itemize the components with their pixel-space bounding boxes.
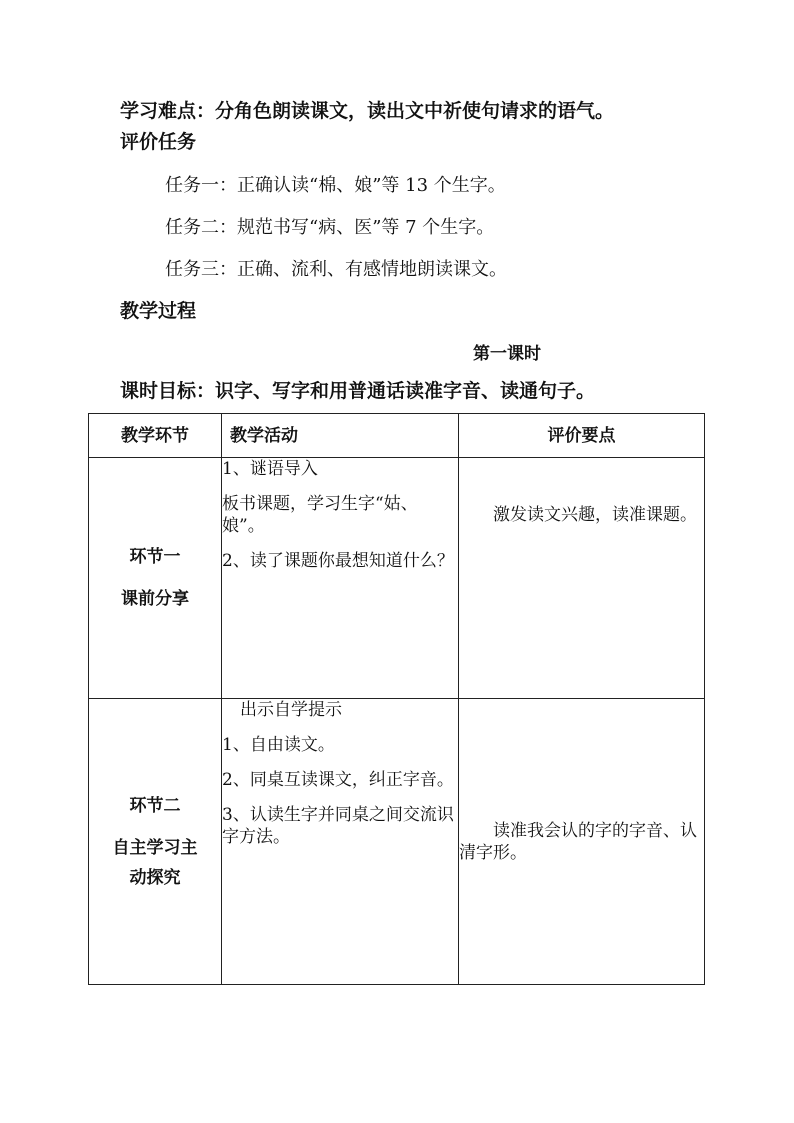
table-row bbox=[89, 458, 705, 699]
task-two: 任务二：规范书写“病、医”等 7 个生字。 bbox=[165, 217, 495, 238]
header-evaluation-label: 评价要点 bbox=[547, 425, 616, 446]
lesson-title: 第一课时 bbox=[473, 344, 541, 364]
activity-item: 1、自由读文。 bbox=[222, 735, 335, 755]
teaching-plan-table bbox=[88, 413, 705, 985]
activity-cell bbox=[222, 458, 459, 699]
activity-item: 1、谜语导入 bbox=[222, 459, 318, 479]
evaluation-cell bbox=[459, 699, 705, 985]
header-activity bbox=[222, 414, 459, 458]
task-three: 任务三：正确、流利、有感情地朗读课文。 bbox=[165, 259, 507, 280]
header-activity-label: 教学活动 bbox=[230, 425, 298, 446]
stage-name-cont: 动探究 bbox=[129, 867, 181, 888]
stage-name: 自主学习主 bbox=[112, 837, 198, 858]
evaluation-text: 读准我会认的字的字音、认清字形。 bbox=[459, 820, 697, 863]
evaluation-cell bbox=[459, 458, 705, 699]
table-header-row bbox=[89, 414, 705, 458]
stage-number: 环节一 bbox=[129, 547, 181, 567]
learning-difficulty: 学习难点：分角色朗读课文，读出文中祈使句请求的语气。 bbox=[120, 100, 615, 122]
stage-number: 环节二 bbox=[129, 795, 181, 816]
stage-cell bbox=[89, 699, 222, 985]
process-heading: 教学过程 bbox=[120, 300, 197, 322]
header-stage-label: 教学环节 bbox=[121, 425, 189, 446]
activity-item: 2、读了课题你最想知道什么？ bbox=[222, 551, 454, 571]
activity-item: 2、同桌互读课文，纠正字音。 bbox=[222, 770, 454, 790]
evaluation-text: 激发读文兴趣，读准课题。 bbox=[493, 505, 697, 525]
activity-item: 出示自学提示 bbox=[240, 700, 342, 720]
header-stage bbox=[89, 414, 222, 458]
header-evaluation bbox=[459, 414, 705, 458]
evaluation-heading: 评价任务 bbox=[120, 131, 197, 153]
task-one: 任务一：正确认读“棉、娘”等 13 个生字。 bbox=[165, 175, 506, 196]
activity-cell bbox=[222, 699, 459, 985]
activity-item: 板书课题，学习生字“姑、娘”。 bbox=[222, 494, 418, 536]
table-row bbox=[89, 699, 705, 985]
activity-item: 3、认读生字并同桌之间交流识字方法。 bbox=[222, 805, 454, 847]
lesson-goal: 课时目标：识字、写字和用普通话读准字音、读通句子。 bbox=[120, 380, 596, 402]
stage-name: 课前分享 bbox=[121, 589, 189, 609]
stage-cell bbox=[89, 458, 222, 699]
